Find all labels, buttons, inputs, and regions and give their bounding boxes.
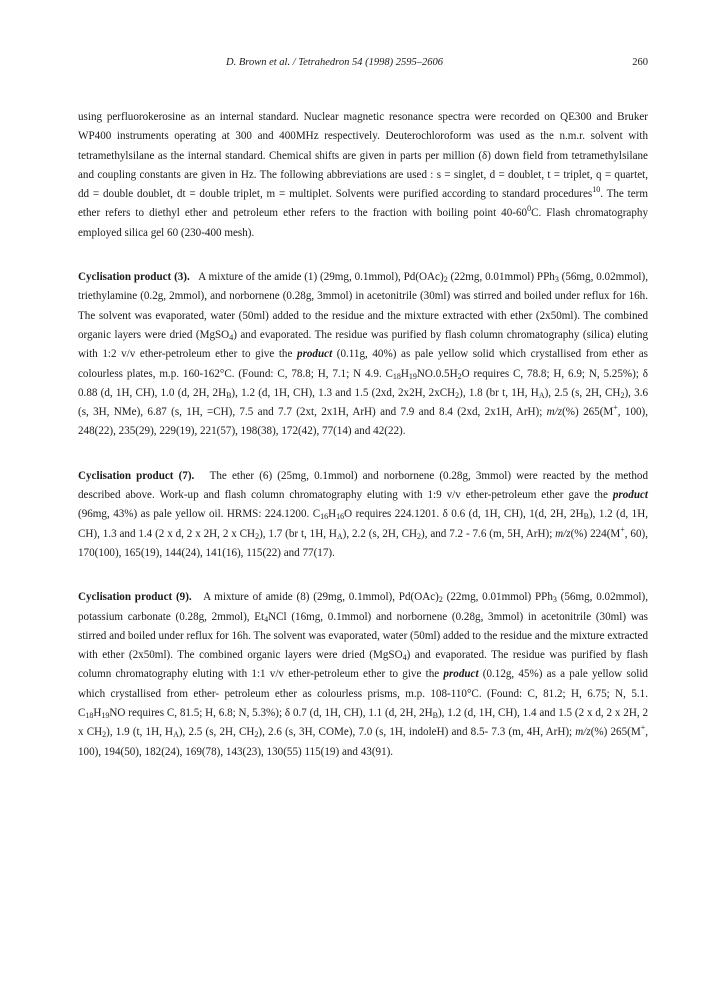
section-heading: Cyclisation product (9). [78, 591, 192, 604]
page-number: 260 [632, 57, 648, 68]
section-heading: Cyclisation product (7). [78, 469, 195, 482]
paragraph-product-3: Cyclisation product (3). A mixture of the amide (1) (29mg, 0.1mmol), $Pd(OAc)_2$ (22mg, 0.01mmol) PPh$_3$ (56mg, 0.02mmol), triethylamine (0.2g, 2mmol), and norbornene (0.28g, 3mmol) in acetonitrile (30ml) was stirred and boiled under reflux for 16h. The solvent was evaporated, water (50ml) added to the residue and the mixture extracted with ether (2x50ml). The combined organic layers were dried (MgSO$_4$) and evaporated. The residue was purified by flash column chromatography (silica) eluting with 1:2 v/v ether-petroleum ether to give the product (0.11g, 40%) as pale yellow solid which crystallised from ether as colourless plates, m.p. 160-162°C. (Found: C, 78.8; H, 7.1; N 4.9. $C_{18}H_{19}NO.0.5H_2O$ requires C, 78.8; H, 6.9; N, 5.25%); δ 0.88 (d, 1H, CH), 1.0 (d, 2H, $2H_B$), 1.2 (d, 1H, CH), 1.3 and 1.5 (2xd, 2x2H, 2xCH$_2$), 1.8 (br t, 1H, $H_A$), 2.5 (s, 2H, $CH_2$), 3.6 (s, 3H, NMe), 6.87 (s, 1H, =CH), 7.5 and 7.7 (2xt, 2x1H, ArH) and 7.9 and 8.4 (2xd, 2x1H, ArH); m/z(%) 265(M+, 100), 248(22), 235(29), 229(19), 221(57), 198(38), 172(42), 77(14) and 42(22). [78, 271, 649, 438]
journal-citation: D. Brown et al. / Tetrahedron 54 (1998) 2595–2606 [226, 57, 443, 68]
intro-paragraph: using perfluorokerosine as an internal standard. Nuclear magnetic resonance spectra were recorded on QE300 and Bruker WP400 instruments operating at 300 and 400MHz respectively. Deuterochloroform was used as the n.m.r. solvent with tetramethylsilane as the internal standard. Chemical shifts are given in parts per million (δ) down field from tetramethylsilane and coupling constants are given in Hz. The following abbreviations are used : s = singlet, d = doublet, t = triplet, q = quartet, dd = double doublet, dt = double triplet, m = multiplet. Solvents were purified according to standard procedures$^{10}$. The term ether refers to diethyl ether and petroleum ether refers to the fraction with boiling point $40-60^0C$. Flash chromatography employed silica gel 60 (230-400 mesh). [78, 111, 648, 239]
section-heading: Cyclisation product (3). [78, 271, 190, 284]
body-text [78, 108, 648, 762]
paragraph-product-7: Cyclisation product (7). The ether (6) (25mg, 0.1mmol) and norbornene (0.28g, 3mmol) were reacted by the method described above. Work-up and flash column chromatography eluting with 1:9 v/v ether-petroleum ether gave the product (96mg, 43%) as pale yellow oil. HRMS: 224.1200. $C_{16}H_{16}O$ requires 224.1201. δ 0.6 (d, 1H, CH), 1(d, 2H, $2H_B$), 1.2 (d, 1H, CH), 1.3 and 1.4 (2 x d, 2 x 2H, 2 x $CH_2$), 1.7 (br t, 1H, $H_A$), 2.2 (s, 2H, $CH_2$), and 7.2 - 7.6 (m, 5H, ArH); m/z(%) 224(M+, 60), 170(100), 165(19), 144(24), 141(16), 115(22) and 77(17). [78, 469, 648, 559]
paragraph-product-9: Cyclisation product (9). A mixture of amide (8) (29mg, 0.1mmol), $Pd(OAc)_2$ (22mg, 0.01mmol) PPh$_3$ (56mg, 0.02mmol), potassium carbonate (0.28g, 2mmol), $Et_4NCl$ (16mg, 0.1mmol) and norbornene (0.28g, 3mmol) in acetonitrile (30ml) was stirred and boiled under reflux for 16h. The solvent was evaporated, water (50ml) added to the residue and the mixture extracted with ether (2x50ml). The combined organic layers were dried (MgSO$_4$) and evaporated. The residue was purified by flash column chromatography eluting with 1:1 v/v ether-petroleum ether to give the product (0.12g, 45%) as a pale yellow solid which crystallised from ether- petroleum ether as colourless prisms, m.p. 108-110°C. (Found: C, 81.2; H, 6.75; N, 5.1. $C_{18}H_{19}NO$ requires C, 81.5; H, 6.8; N, 5.3%); δ 0.7 (d, 1H, CH), 1.1 (d, 2H, $2H_B$), 1.2 (d, 1H, CH), 1.4 and 1.5 (2 x d, 2 x 2H, 2 x $CH_2$), 1.9 (t, 1H, $H_A$), 2.5 (s, 2H, $CH_2$), 2.6 (s, 3H, COMe), 7.0 (s, 1H, indoleH) and 8.5- 7.3 (m, 4H, ArH); m/z(%) 265(M+, 100), 194(50), 182(24), 169(78), 143(23), 130(55) 115(19) and 43(91). [78, 591, 649, 758]
